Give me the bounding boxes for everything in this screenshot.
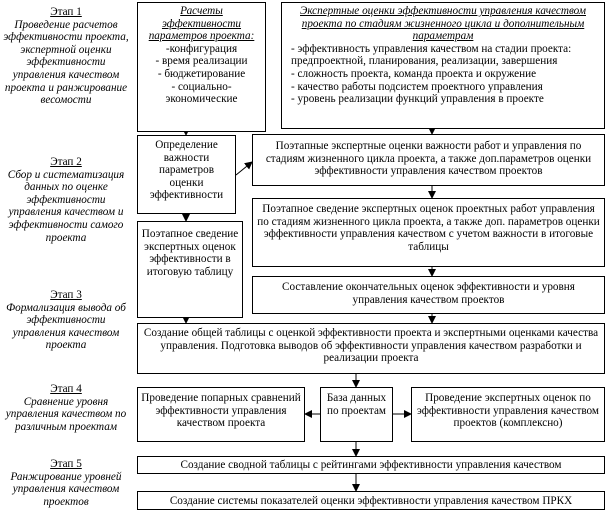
calc-item: - время реализации [155,55,248,68]
indicator-system-text: Создание системы показателей оценки эффективности управления качеством ПРКХ [169,495,573,507]
stage-1-desc: Проведение расчетов эффективности проекта, экспертной оценки эффективности управления качеством проекта и ранжирование весомости [3,18,129,107]
stepwise-summary-box [137,221,243,318]
stage-5-desc: Ранжирование уровней управления качеством проектов [10,470,122,508]
expert-item: - сложность проекта, команда проекта и окружение [291,67,537,80]
stage-2-desc: Сбор и систематизация данных по оценке эффективности управления качеством и эффективности самого проекта [7,168,125,244]
expert-item: - эффективность управления качеством на стадии проекта: предпроектной, планирования, реализации, завершения [291,42,572,68]
stage-5-title: Этап 5 [50,458,82,470]
arrow-importance-stepwise [236,162,252,175]
pairwise-box [137,387,305,442]
importance-box [137,135,236,214]
calc-title: Расчеты эффективности параметров проекта: [148,5,255,43]
calc-item: - социально-экономические [165,80,238,106]
stage-3-title: Этап 3 [50,289,82,301]
calc-item: -конфигурация [165,42,238,55]
calc-list [141,43,262,106]
general-table-box [137,323,605,374]
database-box [320,387,393,442]
expert-title: Экспертные оценки эффективности управления качеством проекта по стадиям жизненного цикла и дополнительным параметрам [300,5,586,43]
stepwise-consolidation-text: Поэтапное сведение экспертных оценок проектных работ управления по стадиям жизненного цикла проекта, а также доп. параметров оценки эффективности управления качеством с учетом важности в итоговые таблицы [257,203,600,253]
final-estimates-text: Составление окончательных оценок эффективности и уровня управления качеством проектов [282,281,575,306]
complex-expert-box [411,387,605,442]
stage-4-title: Этап 4 [50,383,82,395]
stepwise-consolidation-box [252,198,605,267]
stepwise-expert-text: Поэтапные экспертные оценки важности работ и управления по стадиям жизненного цикла проекта, а также доп.параметров оценки эффективности управления качеством проектов [265,140,592,178]
expert-item: - качество работы подсистем проектного управления [291,80,543,93]
stage-4-desc: Сравнение уровня управления качеством по различным проектам [5,395,127,433]
rating-table-box [137,456,605,474]
expert-item: - уровень реализации функций управления в проекте [291,93,544,106]
calc-item: - бюджетирование [157,67,246,80]
stage-3-desc: Формализация вывода об эффективности управления качеством проекта [6,301,126,352]
importance-text: Определение важности параметров оценки эффективности [149,139,224,202]
rating-table-text: Создание сводной таблицы с рейтингами эффективности управления качеством [180,459,562,471]
stage-1-title: Этап 1 [50,6,82,18]
database-text: База данных по проектам [326,392,387,417]
complex-expert-text: Проведение экспертных оценок по эффективности управления качеством проектов (комплексно) [417,392,599,430]
stage-2-title: Этап 2 [50,156,82,168]
stepwise-expert-box [252,134,605,186]
final-estimates-box [252,276,605,314]
stepwise-summary-text: Поэтапное сведение экспертных оценок эффективности в итоговую таблицу [141,228,239,278]
calc-box [137,2,266,132]
expert-box [281,2,605,129]
indicator-system-box [137,491,605,510]
expert-list [285,43,601,106]
pairwise-text: Проведение попарных сравнений эффективности управления качеством проекта [141,392,301,430]
general-table-text: Создание общей таблицы с оценкой эффективности проекта и экспертными оценками качества управления. Подготовка выводов об эффективности управления качеством разработки и реализации проекта [143,327,599,365]
